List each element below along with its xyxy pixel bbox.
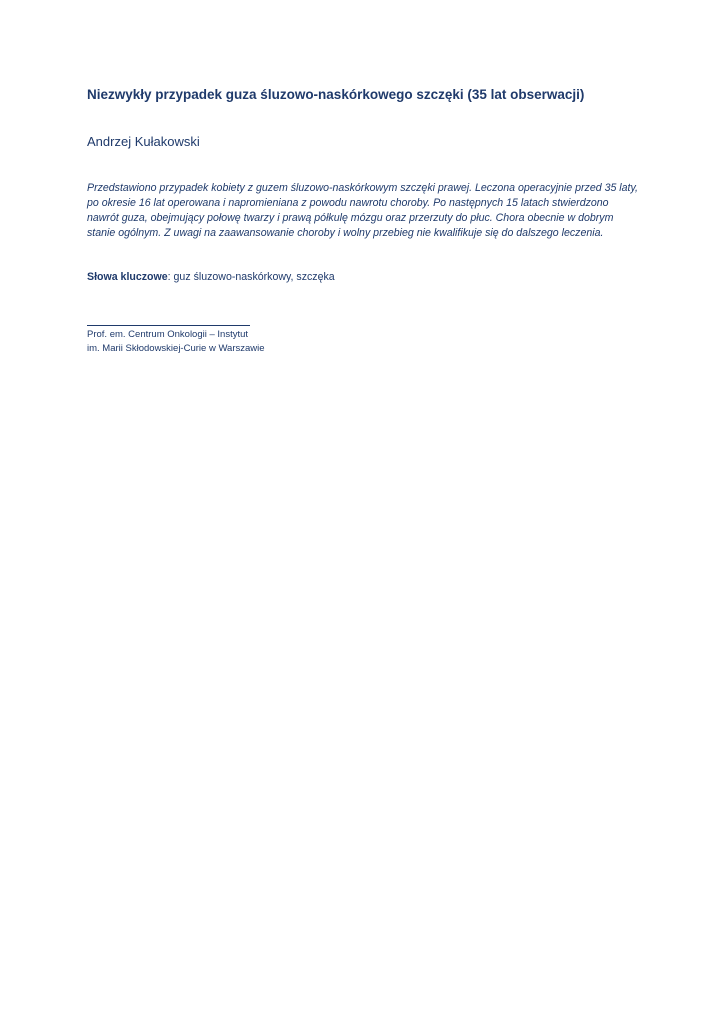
article-title: Niezwykły przypadek guza śluzowo-naskórkowego szczęki (35 lat obserwacji) [87, 87, 585, 102]
article-abstract: Przedstawiono przypadek kobiety z guzem śluzowo-naskórkowym szczęki prawej. Leczona operacyjnie przed 35 laty, po okresie 16 lat operowana i napromieniana z powodu nawrotu choroby. Po następnych 15 latach stwierdzono nawrót guza, obejmujący połowę twarzy i prawą półkulę mózgu oraz przerzuty do płuc. Chora obecnie w dobrym stanie ogólnym. Z uwagi na zaawansowanie choroby i wolny przebieg nie kwalifikuje się do dalszego leczenia. [87, 182, 638, 239]
article-author: Andrzej Kułakowski [87, 134, 200, 149]
footnote-separator [87, 325, 250, 326]
affiliation-line-1: Prof. em. Centrum Onkologii – Instytut [87, 329, 249, 340]
affiliation-line-2: im. Marii Skłodowskiej-Curie w Warszawie [87, 343, 265, 354]
keywords-line [87, 271, 335, 283]
keywords-label: Słowa kluczowe [87, 271, 168, 283]
keywords-text: : guz śluzowo-naskórkowy, szczęka [167, 271, 335, 283]
author-affiliation-footnote [87, 328, 265, 356]
